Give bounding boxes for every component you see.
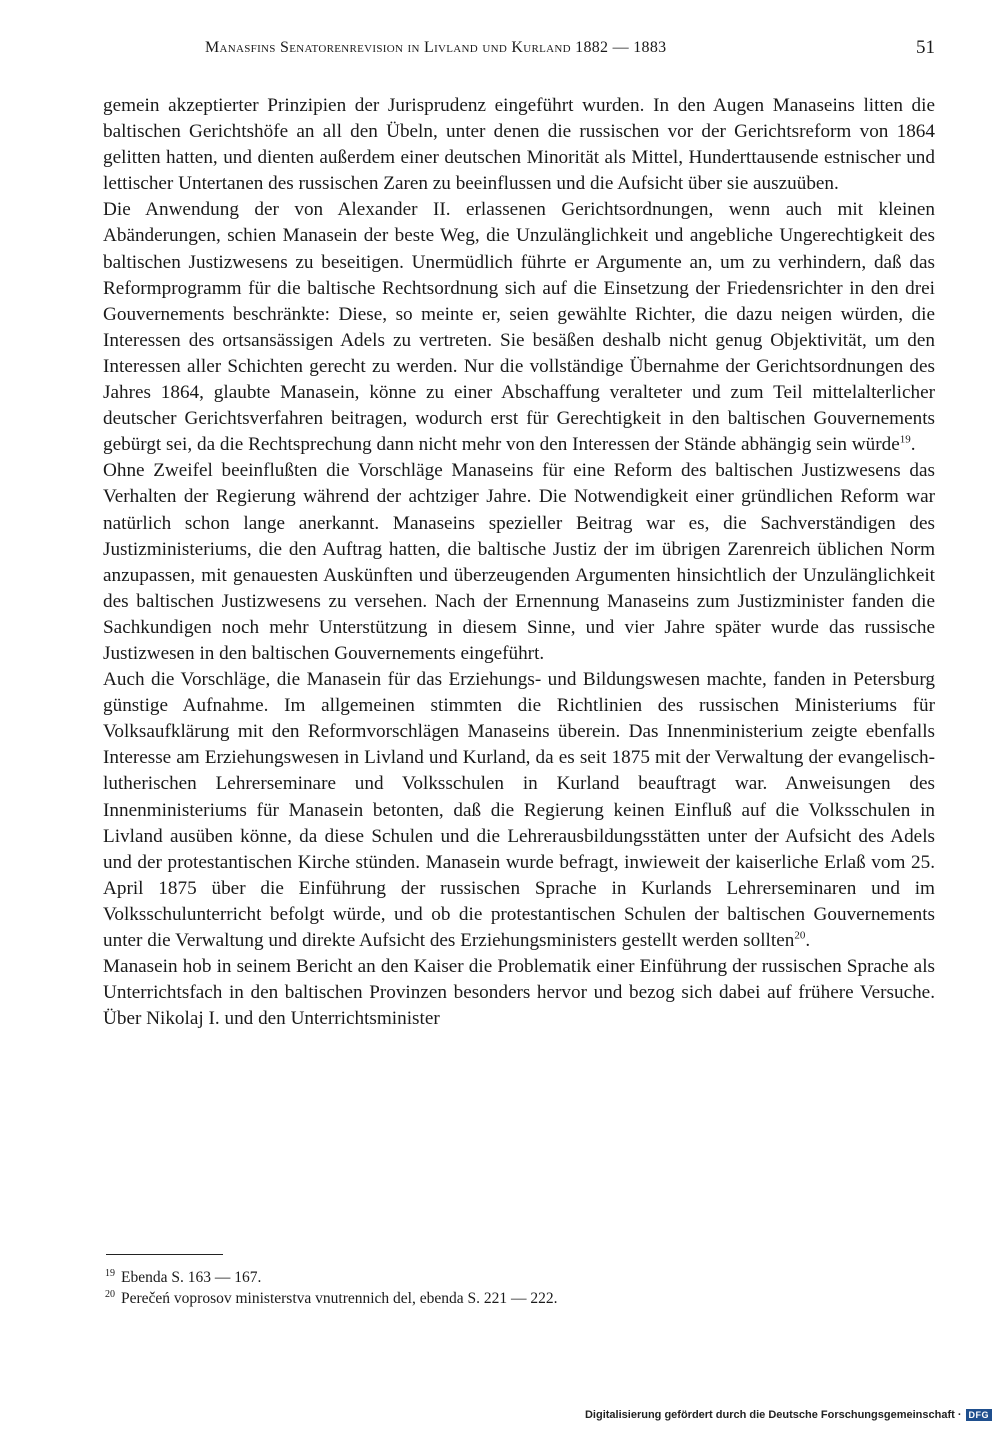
footnote-number: 19 — [105, 1267, 115, 1279]
paragraph: Manasein hob in seinem Bericht an den Kaiser die Problematik einer Einführung der russischen Sprache als Unterrichtsfach in den baltischen Provinzen besonders hervor und bezog sich dabei auf frühere Versuche. Über Nikolaj I. und den Unterrichtsminister — [103, 956, 935, 1030]
paragraph-text: Auch die Vorschläge, die Manasein für das Erziehungs- und Bildungswesen machte, fanden in Petersburg günstige Aufnahme. Im allgemeinen stimmten die Richtlinien des russischen Ministeriums für Volksaufklärung mit den Reformvorschlägen Manaseins überein. Das Innenministerium zeigte ebenfalls Interesse am Erziehungswesen in Livland und Kurland, da es seit 1875 mit der Verwaltung der evangelisch-lutherischen Lehrerseminare und Volksschulen in Kurland beauftragt war. Anweisungen des Innenministeriums für Manasein betonten, daß die Regierung keinen Einfluß auf die Volksschulen in Livland ausüben könne, da diese Schulen und die Lehrerausbildungsstätten unter der Aufsicht des Adels und der protestantischen Kirche stünden. Manasein wurde befragt, inwieweit der kaiserliche Erlaß vom 25. April 1875 über die Einführung der russischen Sprache in Kurlands Lehrerseminaren und im Volksschulunterricht befolgt würde, und ob die protestantischen Schulen der baltischen Gouvernements unter die Verwaltung und direkte Aufsicht des Erziehungsministers gestellt werden sollten — [103, 669, 935, 951]
dfg-logo: DFG — [966, 1409, 993, 1421]
page-header — [103, 37, 935, 65]
credit-text: Digitalisierung gefördert durch die Deutsche Forschungsgemeinschaft · — [584, 1409, 962, 1421]
footnote — [105, 1288, 925, 1309]
footnote-ref[interactable]: 20 — [794, 929, 806, 942]
footnote — [105, 1267, 925, 1288]
paragraph-end: . — [805, 930, 811, 951]
footnote-number: 20 — [105, 1288, 115, 1300]
body-text — [103, 93, 935, 1032]
footnote-ref[interactable]: 19 — [899, 433, 911, 446]
paragraph-end: . — [910, 434, 916, 456]
paragraph-text: Die Anwendung der von Alexander II. erlassenen Gerichtsordnungen, wenn auch mit kleinen Abänderungen, schien Manasein der beste Weg, die Unzulänglichkeit und angebliche Ungerechtigkeit des baltischen Justizwesens zu beseitigen. Unermüdlich führte er Argumente an, um zu verhindern, daß das Reformprogramm für die baltische Rechtsordnung sich auf die Einsetzung der Friedensrichter in den drei Gouvernements beschränkte: Diese, so meinte er, seien gewählte Richter, die dazu neigen würden, die Interessen des ortsansässigen Adels zu vertreten. Sie besäßen deshalb nicht genug Objektivität, um den Interessen aller Schichten gerecht zu werden. Nur die vollständige Übernahme der Gerichtsordnungen des Jahres 1864, glaubte Manasein, könne zu einer Abschaffung veralteter und zum Teil mittelalterlicher deutscher Gerichtsverfahren beitragen, wodurch erst für Gerechtigkeit in den baltischen Gouvernements gebürgt sei, da die Rechtsprechung dann nicht mehr von den Interessen der Stände abhängig sein würde — [103, 199, 935, 456]
paragraph: gemein akzeptierter Prinzipien der Jurisprudenz eingeführt wurden. In den Augen Manaseins litten die baltischen Gerichtshöfe an all den Übeln, unter denen die russischen vor der Gerichtsreform von 1864 gelitten hatten, und dienten außerdem einer deutschen Minorität als Mittel, Hunderttausende estnischer und lettischer Untertanen des russischen Zaren zu beeinflussen und die Aufsicht über sie auszuüben. — [103, 95, 935, 195]
footnote-text: Ebenda S. 163 — 167. — [121, 1269, 262, 1286]
footnote-text: Perečeń voprosov ministerstva vnutrennich del, ebenda S. 221 — 222. — [121, 1290, 558, 1307]
paragraph — [103, 197, 935, 458]
paragraph — [103, 667, 935, 954]
footnote-divider — [106, 1254, 223, 1255]
page-number: 51 — [916, 37, 935, 58]
digitization-credit — [585, 1409, 992, 1421]
running-title: Manasfins Senatorenrevision in Livland und Kurland 1882 — 1883 — [205, 39, 667, 56]
footnotes — [105, 1267, 925, 1309]
paragraph: Ohne Zweifel beeinflußten die Vorschläge Manaseins für eine Reform des baltischen Justizwesens das Verhalten der Regierung während der achtziger Jahre. Die Notwendigkeit einer gründlichen Reform war natürlich schon lange anerkannt. Manaseins spezieller Beitrag war es, die Sachverständigen des Justizministeriums, die den Auftrag hatten, die baltische Justiz der im übrigen Zarenreich üblichen Norm anzupassen, mit genauesten Auskünften und überzeugenden Argumenten hinsichtlich der Unzulänglichkeit des baltischen Justizwesens zu versehen. Nach der Ernennung Manaseins zum Justizminister fanden die Sachkundigen noch mehr Unterstützung in diesem Sinne, und vier Jahre später wurde das russische Justizwesen in den baltischen Gouvernements eingeführt. — [103, 460, 935, 664]
